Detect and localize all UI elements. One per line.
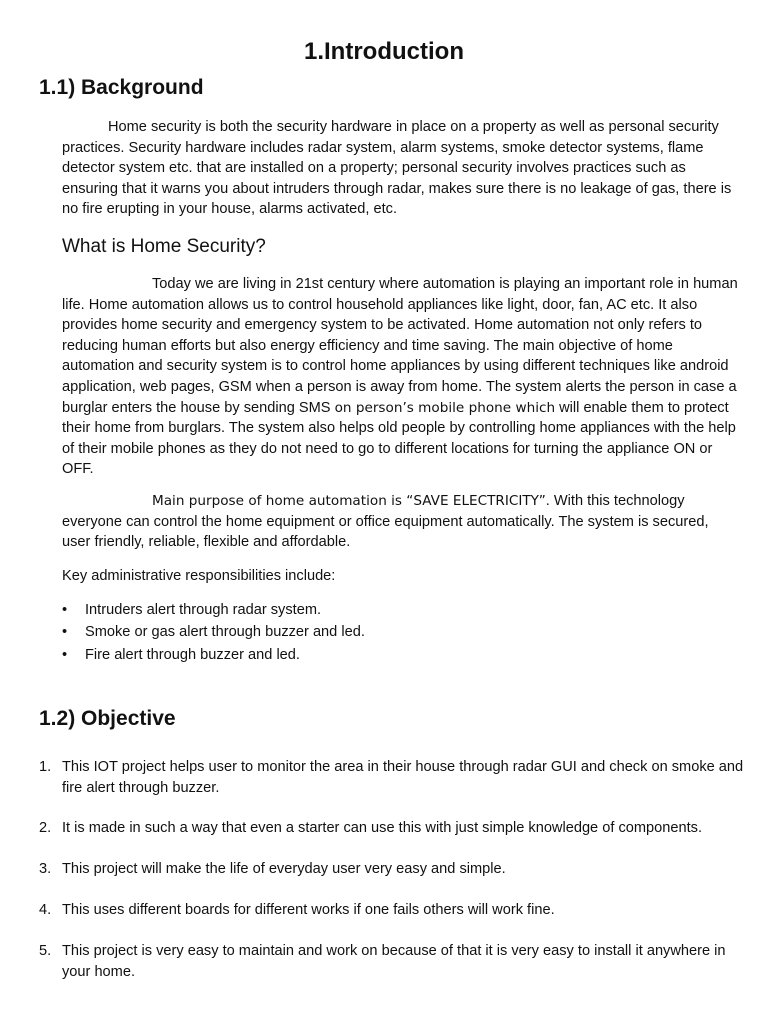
list-item: • Fire alert through buzzer and led. [62, 644, 365, 666]
objective-text: This uses different boards for different works if one fails others will work fine. [62, 902, 555, 918]
background-paragraph: Home security is both the security hardware in place on a property as well as personal security practices. Security hardware includes radar system, alarm systems, smoke detector systems, flame detector system etc. that are installed on a property; personal security involves practices such as ensuring that it warns you about intruders through radar, makes sure there is no leakage of gas, there is no fire erupting in your house, alarms activated, etc. [62, 119, 732, 218]
objective-text: It is made in such a way that even a starter can use this with just simple knowledge of components. [62, 820, 703, 836]
objective-item-4 [39, 900, 749, 921]
objective-number: 4. [39, 902, 52, 918]
objective-item-5 [39, 941, 749, 982]
responsibilities-list [62, 599, 365, 666]
list-item: • Intruders alert through radar system. [62, 599, 365, 621]
background-heading: 1.1) Background [39, 76, 204, 99]
page-title: 1.Introduction [304, 38, 464, 65]
automation-paragraph-text-1: Today we are living in 21st century where automation is playing an important role in human life. Home automation allows us to control household appliances like light, door, fan, AC etc. It also provides home security and emergency system to be activated. Home automation not only refers to reducing human efforts but also energy efficiency and time saving. The main objective of home automation and security system is to control home appliances by using different techniques like android application, web pages, GSM when a person is away from home. The system alerts the person in case a burglar enters the house by sending SMS [62, 276, 738, 416]
objective-item-1 [39, 757, 749, 798]
automation-paragraph-text-2: will enable them to protect their home from burglars. The system also helps old people by controlling home appliances with the help of their mobile phones as they do not need to go to different locations for turning the appliance ON or OFF. [62, 399, 736, 478]
purpose-paragraph-alt-text: Main purpose of home automation is “SAVE ELECTRICITY” [152, 493, 546, 509]
objective-text: This project will make the life of everyday user very easy and simple. [62, 861, 506, 877]
list-item: • Smoke or gas alert through buzzer and led. [62, 621, 365, 643]
objective-number: 3. [39, 861, 52, 877]
key-responsibilities-intro: Key administrative responsibilities include: [62, 568, 336, 584]
objective-item-2 [39, 818, 749, 839]
objective-text: This project is very easy to maintain and work on because of that it is very easy to install it anywhere in your home. [62, 943, 726, 980]
purpose-paragraph [62, 491, 740, 553]
objective-number: 5. [39, 943, 52, 959]
what-is-home-security-heading: What is Home Security? [62, 236, 266, 257]
objective-text: This IOT project helps user to monitor the area in their house through radar GUI and check on smoke and fire alert through buzzer. [62, 759, 744, 796]
automation-paragraph [62, 274, 740, 480]
objective-heading: 1.2) Objective [39, 707, 176, 730]
purpose-paragraph-text: . With this technology everyone can control the home equipment or office equipment automatically. The system is secured, user friendly, reliable, flexible and affordable. [62, 493, 709, 551]
objective-item-3 [39, 859, 749, 880]
objective-number: 1. [39, 759, 52, 775]
automation-paragraph-alt-text: on person’s mobile phone which [334, 399, 556, 416]
objective-number: 2. [39, 820, 52, 836]
